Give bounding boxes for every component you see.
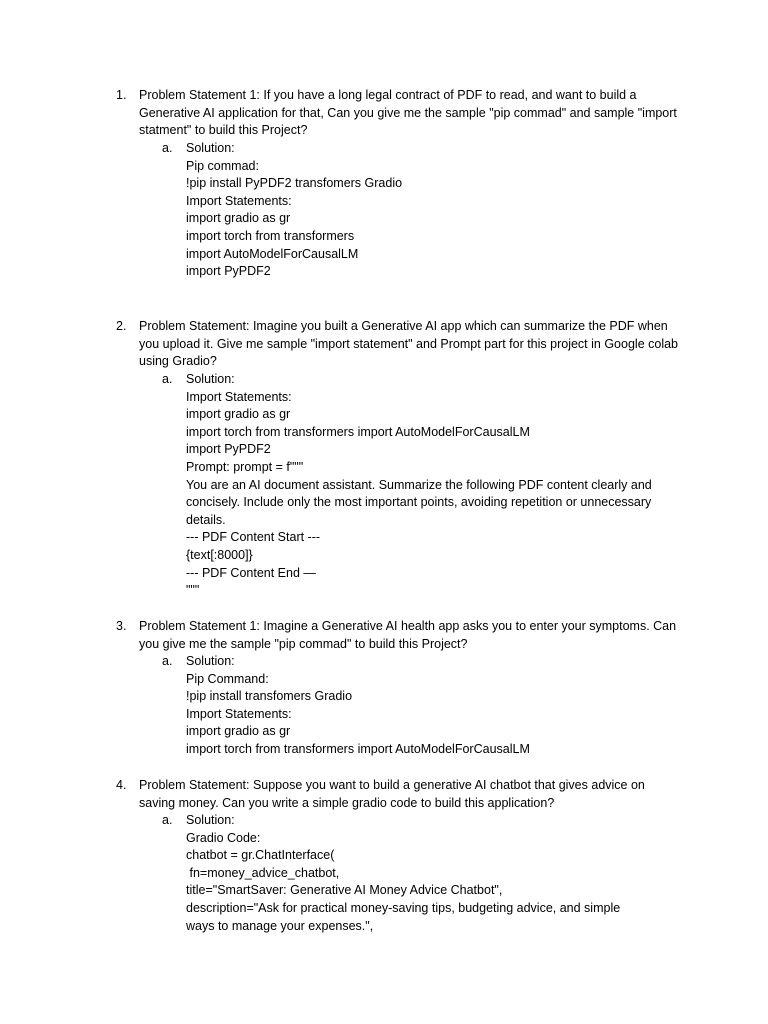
solution-line: Solution:: [186, 141, 235, 155]
problem-statement: Problem Statement: Imagine you built a Generative AI app which can summarize the PDF when you upload it. Give me sample "import statement" and Prompt part for this project in Google colab using Gradio?: [139, 319, 678, 369]
sub-item-letter: a.: [162, 372, 173, 386]
solution-line: import PyPDF2: [186, 264, 271, 279]
solution-line: description="Ask for practical money-saving tips, budgeting advice, and simple ways to manage your expenses.",: [186, 900, 624, 933]
solution-line: Pip commad:: [186, 158, 259, 173]
sub-item-letter: a.: [162, 654, 173, 668]
solution-line: import PyPDF2: [186, 442, 271, 457]
problem-number: 1.: [116, 88, 127, 102]
solution-line: --- PDF Content End —: [186, 565, 316, 580]
problem-statement: Problem Statement 1: Imagine a Generative AI health app asks you to enter your symptoms. Can you give me the sample "pip commad" to build this Project?: [139, 619, 677, 651]
solution-body: [186, 371, 681, 600]
solution-line: title="SmartSaver: Generative AI Money Advice Chatbot",: [186, 883, 503, 898]
solution-line: import gradio as gr: [186, 407, 291, 422]
solution-line: import gradio as gr: [186, 211, 291, 226]
solution-line: {text[:8000]}: [186, 547, 253, 562]
sub-item-letter: a.: [162, 141, 173, 155]
solution-body: [186, 140, 681, 281]
solution-line: Solution:: [186, 813, 235, 827]
solution-line: chatbot = gr.ChatInterface(: [186, 848, 335, 863]
problem-number: 4.: [116, 778, 127, 792]
solution-line: fn=money_advice_chatbot,: [186, 865, 340, 880]
solution-line: Import Statements:: [186, 706, 292, 721]
solution-line: Import Statements:: [186, 389, 292, 404]
problem-statement: Problem Statement: Suppose you want to build a generative AI chatbot that gives advice on saving money. Can you write a simple gradio code to build this application?: [139, 778, 645, 810]
problem-statement: Problem Statement 1: If you have a long legal contract of PDF to read, and want to build a Generative AI application for that, Can you give me the sample "pip commad" and sample "import statment" to build this Project?: [139, 88, 677, 138]
solution-line: import torch from transformers import AutoModelForCausalLM: [186, 424, 530, 439]
solution-line: Prompt: prompt = f""": [186, 459, 304, 474]
problem-number: 3.: [116, 619, 127, 633]
solution-line: You are an AI document assistant. Summarize the following PDF content clearly and concisely. Include only the most important points, avoiding repetition or unnecessary details.: [186, 477, 656, 527]
solution-body: [186, 653, 681, 759]
problem-number: 2.: [116, 319, 127, 333]
solution-line: Solution:: [186, 654, 235, 668]
solution-body: [186, 812, 646, 935]
solution-line: Pip Command:: [186, 671, 269, 686]
solution-line: --- PDF Content Start ---: [186, 530, 321, 545]
solution-line: """: [186, 583, 200, 598]
solution-line: import torch from transformers import AutoModelForCausalLM: [186, 741, 530, 756]
sub-item-letter: a.: [162, 813, 173, 827]
solution-line: Import Statements:: [186, 193, 292, 208]
solution-line: import gradio as gr: [186, 724, 291, 739]
solution-line: import torch from transformers: [186, 228, 355, 243]
solution-line: Gradio Code:: [186, 830, 261, 845]
solution-line: !pip install transfomers Gradio: [186, 689, 353, 704]
solution-line: !pip install PyPDF2 transfomers Gradio: [186, 176, 403, 191]
solution-line: import AutoModelForCausalLM: [186, 246, 359, 261]
solution-line: Solution:: [186, 372, 235, 386]
